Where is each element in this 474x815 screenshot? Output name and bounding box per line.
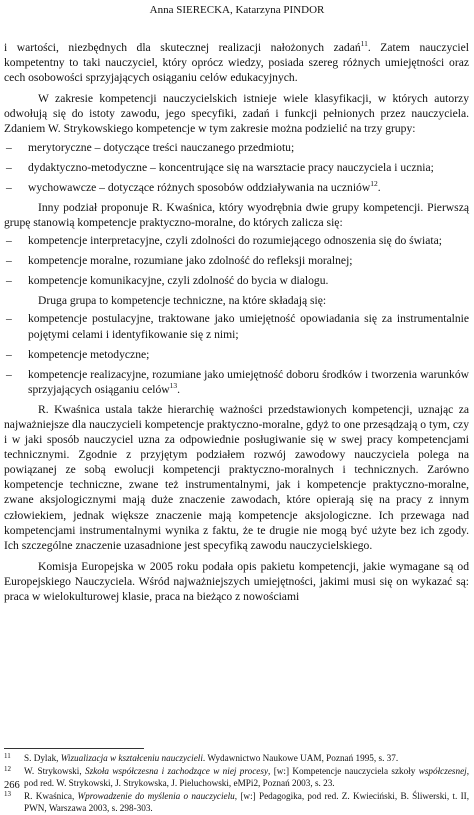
footnote-ref-12[interactable]: 12 xyxy=(370,178,378,188)
paragraph-2: W zakresie kompetencji nauczycielskich istnieje wiele klasyfikacji, w których autorzy odwołują się do istoty zawodu, jego specyfiki, zadań i funkcji pełnionych przez nauczyciela. Zdaniem W. Strykowskiego kompetencje w tym zakresie można podzielić na trzy grupy: xyxy=(4,92,469,136)
main-text xyxy=(4,40,469,604)
list-item: – kompetencje komunikacyjne, czyli zdolność do bycia w dialogu. xyxy=(28,273,469,288)
list-item: – kompetencje interpretacyjne, czyli zdolności do rozumiejącego odnoszenia się do świata; xyxy=(28,233,469,248)
list-item: – kompetencje postulacyjne, traktowane jako umiejętność opowiadania się za instrumentalnie pojętymi celami i identyfikowanie się z nimi; xyxy=(28,311,469,341)
footnote-title: Wprowadzenie do myślenia o nauczycielu xyxy=(77,791,235,801)
footnote-13: 13 R. Kwaśnica, Wprowadzenie do myślenia o nauczycielu, [w:] Pedagogika, pod red. Z. Kwieciński, B. Śliwerski, t. II, PWN, Warszawa 2003, s. 298-303. xyxy=(4,790,470,813)
list-item: – kompetencje metodyczne; xyxy=(28,347,469,362)
list-item: – dydaktyczno-metodyczne – koncentrujące się na warsztacie pracy nauczyciela i ucznia; xyxy=(28,160,469,175)
list-practical-moral-competences xyxy=(4,233,469,288)
footnote-ref-11[interactable]: 11 xyxy=(360,39,368,49)
list-competence-groups-strykowski xyxy=(4,140,469,195)
footnote-11: 11 S. Dylak, Wizualizacja w kształceniu nauczycieli. Wydawnictwo Naukowe UAM, Poznań 1995, s. 37. xyxy=(4,752,399,763)
paragraph-1: i wartości, niezbędnych dla skutecznej realizacji nałożonych zadań$^{11}$. Zatem nauczyciel kompetentny to taki nauczyciel, który oprócz wiedzy, posiada szereg różnych umiejętności oraz cech osobowości sprzyjających osiąganiu celów edukacyjnych. xyxy=(4,39,470,85)
list-technical-competences xyxy=(4,311,469,396)
footnote-title: Szkoła współczesna i zachodzące w niej procesy xyxy=(84,766,269,776)
list-item: – kompetencje moralne, rozumiane jako zdolność do refleksji moralnej; xyxy=(28,253,469,268)
footnote-12: 12 W. Strykowski, Szkoła współczesna i zachodzące w niej procesy, [w:] Kompetencje nauczyciela szkoły współczesnej, pod red. W. Strykowski, J. Strykowska, J. Pieluchowski, eMPi2, Poznań 2003, s. 23. xyxy=(4,765,469,788)
list-item: – merytoryczne – dotyczące treści nauczanego przedmiotu; xyxy=(28,140,469,155)
paragraph-5: R. Kwaśnica ustala także hierarchię ważności przedstawionych kompetencji, uznając za najważniejsze dla nauczycieli kompetencje praktyczno-moralne, gdyż to one przesądzają o tym, czy i w jaki sposób nauczyciel uzna za odpowiednie posługiwanie się w swej pracy kompetencjami technicznymi. Zgodnie z przyjętym podziałem rozwój zawodowy nauczyciela polega na powiązanej ze sobą ewolucji kompetencji praktyczno-moralnych i technicznych. Zarówno kompetencje techniczne, zwane też instrumentalnymi, jak i kompetencje praktyczno-moralne, zwane aksjologicznymi mają duże znaczenie zawodach, które opierają się na pracy z innym człowiekiem, jednak większe znaczenie mają kompetencje aksjologiczne. Ich przewaga nad kompetencjami instrumentalnymi wynika z faktu, że te drugie nie mogą być użyte bez ich zgody. Ich szczególne znaczenie uzasadnione jest specyfiką zawodu nauczycielskiego. xyxy=(4,402,469,552)
footnote-divider xyxy=(4,748,144,749)
running-head: Anna SIERECKA, Katarzyna PINDOR xyxy=(149,4,325,16)
footnote-title: Wizualizacja w kształceniu nauczycieli xyxy=(60,753,203,763)
paragraph-4: Druga grupa to kompetencje techniczne, na które składają się: xyxy=(38,294,327,308)
list-item: – wychowawcze – dotyczące różnych sposobów oddziaływania na uczniów$^{12}$. xyxy=(28,180,469,195)
paragraph-6: Komisja Europejska w 2005 roku podała opis pakietu kompetencji, jakie wymagane są od Europejskiego Nauczyciela. Wśród najważniejszych umiejętności, jakimi musi się on wykazać są: praca w wielokulturowej klasie, praca na bieżąco z nowościami xyxy=(4,559,469,603)
footnotes xyxy=(4,752,469,815)
footnote-ref-13[interactable]: 13 xyxy=(169,380,178,390)
list-item: – kompetencje realizacyjne, rozumiane jako umiejętność doboru środków i tworzenia warunków sprzyjających osiąganiu celów$^{13}$. xyxy=(28,367,469,397)
paragraph-3: Inny podział proponuje R. Kwaśnica, który wyodrębnia dwie grupy kompetencji. Pierwszą grupę stanowią kompetencje praktyczno-moralne, do których zalicza się: xyxy=(4,200,469,229)
footnote-title: współczesnej xyxy=(418,766,467,776)
page-number: 266 xyxy=(4,779,20,791)
